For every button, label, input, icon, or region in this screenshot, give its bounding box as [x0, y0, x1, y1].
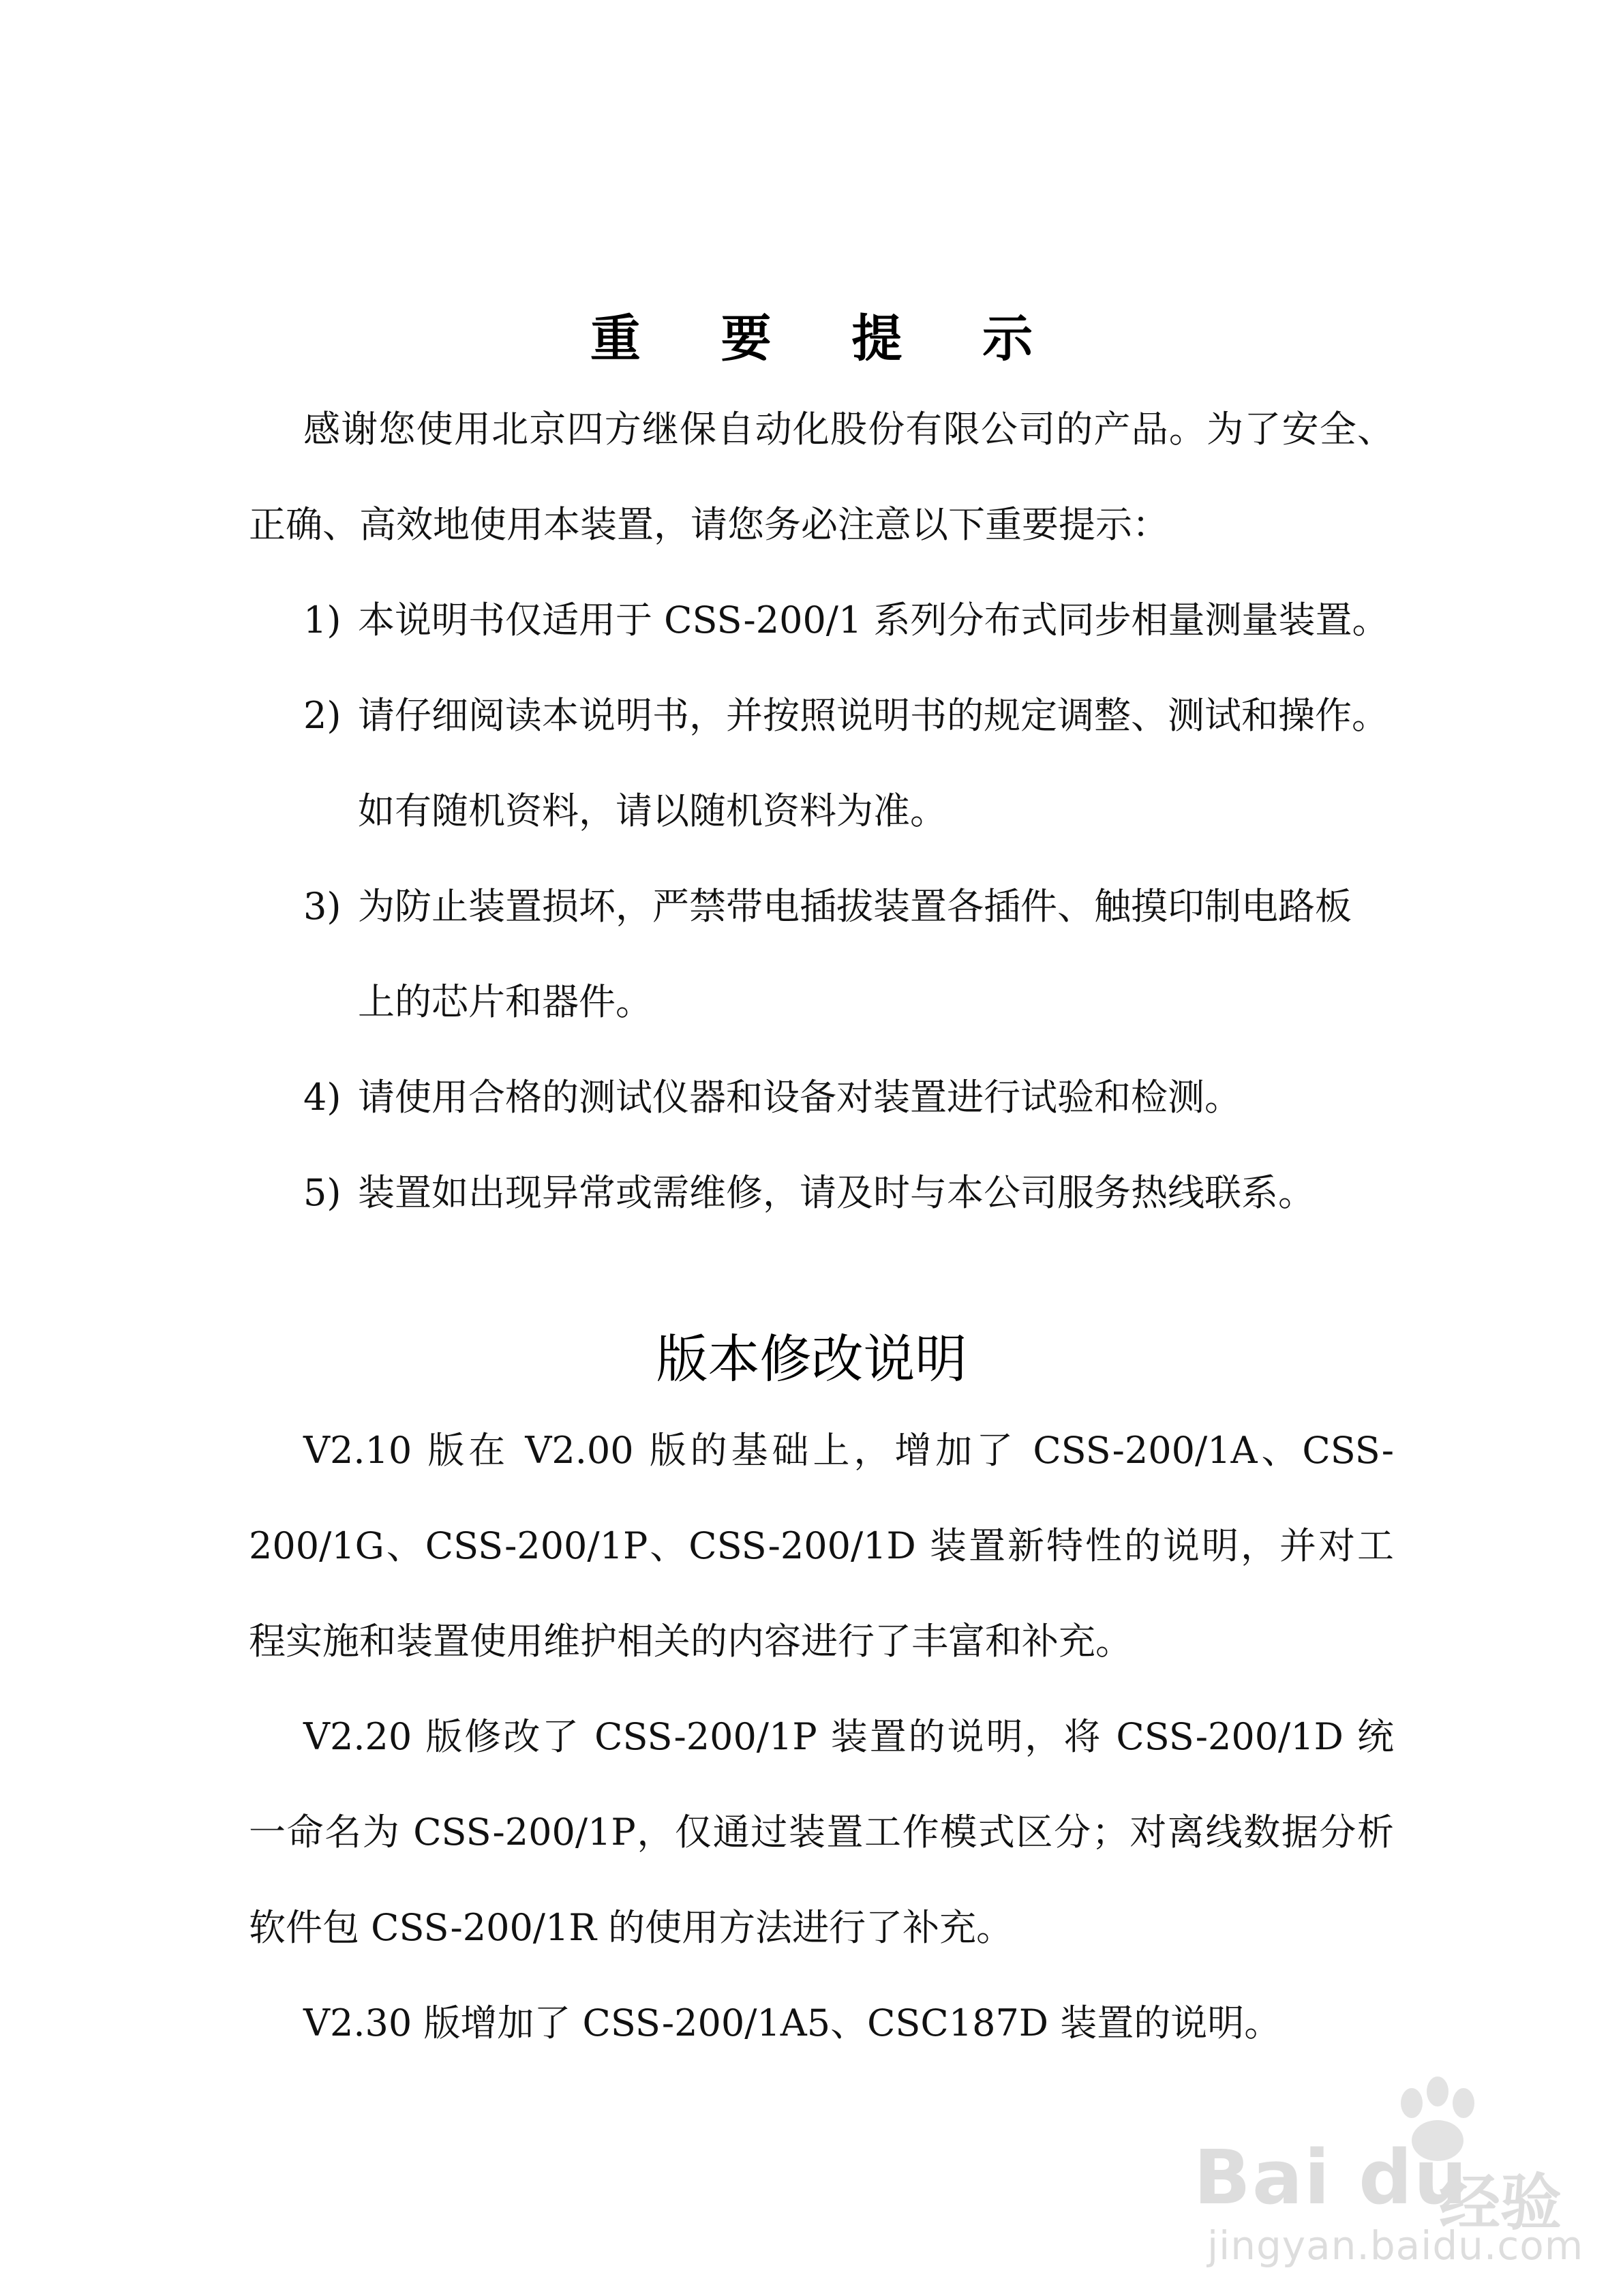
item-number: 3)	[303, 885, 342, 928]
notice-item-5	[303, 1145, 1394, 1241]
jingyan-text: 经验	[1439, 2167, 1562, 2239]
notice-item-4	[303, 1050, 1394, 1145]
baidu-jingyan-watermark	[1180, 2072, 1584, 2270]
important-notice-title: 重 要 提 示	[590, 309, 1065, 368]
item-number: 4)	[303, 1076, 342, 1119]
item-text: 为防止装置损坏，严禁带电插拔装置各插件、触摸印制电路板	[358, 885, 1352, 928]
item-number: 1)	[303, 599, 342, 641]
baidu-logo-text: Bai du	[1194, 2134, 1469, 2221]
item-number: 2)	[303, 694, 342, 737]
item-text-continued: 如有随机资料，请以随机资料为准。	[358, 789, 947, 832]
version-paragraph-2-30: V2.30 版增加了 CSS-200/1A5、CSC187D 装置的说明。	[303, 2002, 1281, 2044]
item-text: 请仔细阅读本说明书，并按照说明书的规定调整、测试和操作。	[358, 694, 1389, 737]
item-text: 装置如出现异常或需维修，请及时与本公司服务热线联系。	[358, 1171, 1315, 1214]
item-text-continued: 上的芯片和器件。	[358, 980, 652, 1023]
item-text: 本说明书仅适用于 CSS-200/1 系列分布式同步相量测量装置。	[358, 599, 1389, 641]
version-paragraph-2-20: V2.20 版修改了 CSS-200/1P 装置的说明，将 CSS-200/1D 统一命名为 CSS-200/1P，仅通过装置工作模式区分；对离线数据分析软件包 CSS-200/1R 的使用方法进行了补充。	[249, 1715, 1394, 1949]
item-text: 请使用合格的测试仪器和设备对装置进行试验和检测。	[358, 1076, 1241, 1119]
intro-paragraph: 感谢您使用北京四方继保自动化股份有限公司的产品。为了安全、正确、高效地使用本装置，请您务必注意以下重要提示：	[249, 408, 1394, 546]
item-number: 5)	[303, 1171, 342, 1214]
watermark-url: jingyan.baidu.com	[1207, 2222, 1584, 2269]
version-notes-title: 版本修改说明	[656, 1329, 967, 1389]
notice-item-3	[303, 859, 1394, 1050]
version-paragraph-2-10: V2.10 版在 V2.00 版的基础上，增加了 CSS-200/1A、CSS-200/1G、CSS-200/1P、CSS-200/1D 装置新特性的说明，并对工程实施和装置使用维护相关的内容进行了丰富和补充。	[249, 1429, 1394, 1663]
notice-item-1	[303, 573, 1394, 668]
notice-item-2	[303, 668, 1394, 859]
